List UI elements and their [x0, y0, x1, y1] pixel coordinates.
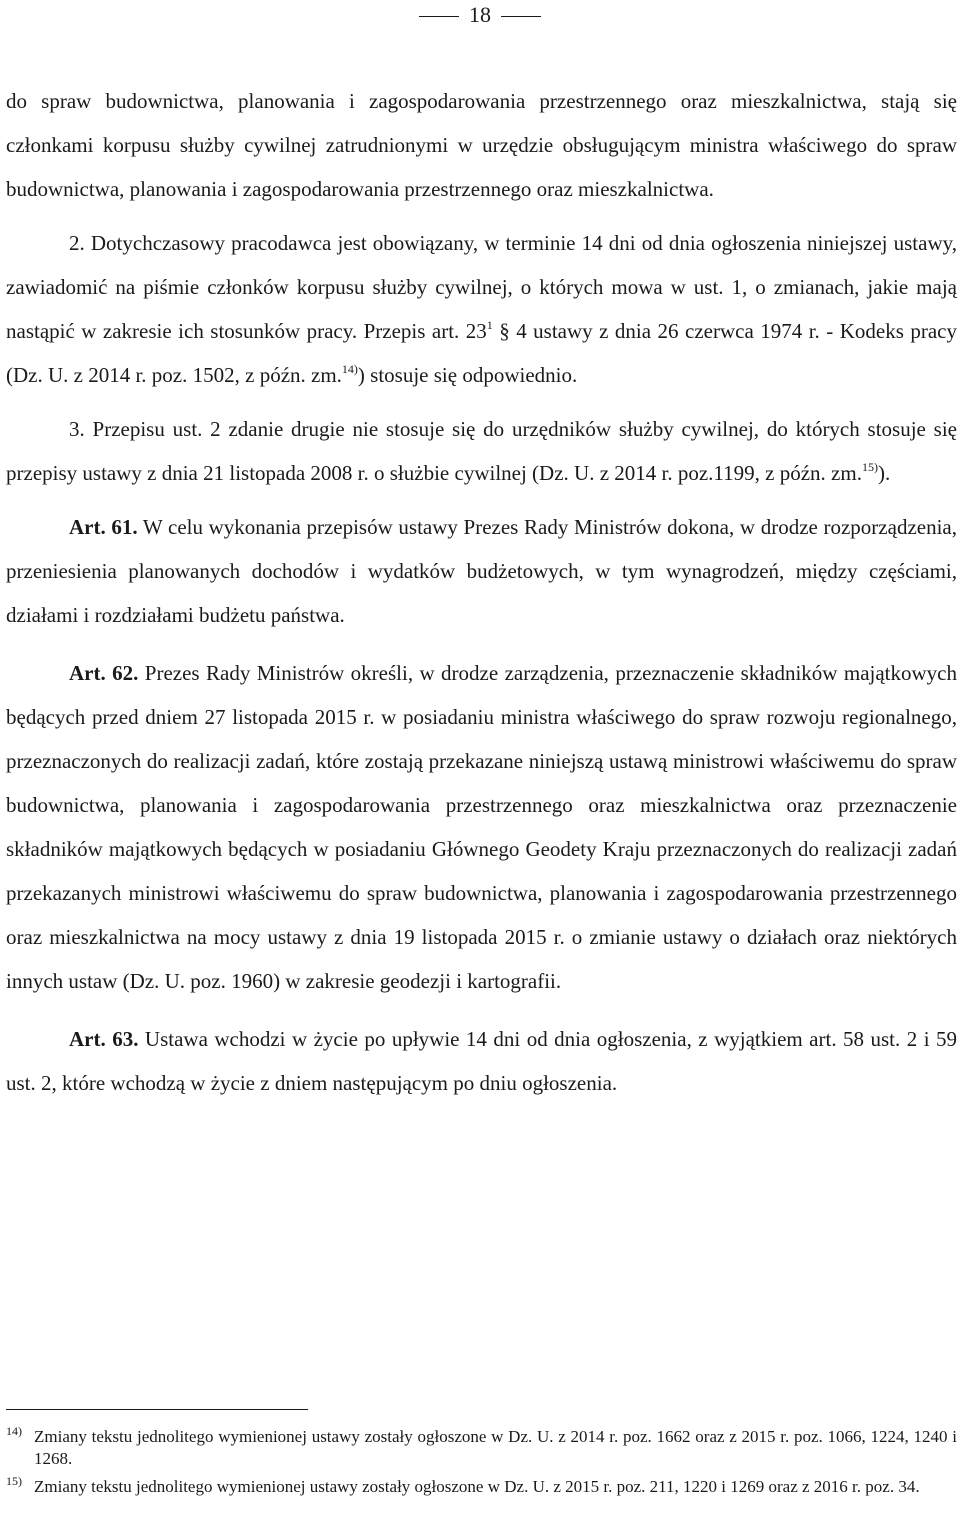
page-number-value: 18	[469, 2, 491, 27]
paragraph-art-63	[6, 1017, 957, 1105]
art-62-text: Prezes Rady Ministrów określi, w drodze zarządzenia, przeznaczenie składników majątkowych będących przed dniem 27 listopada 2015 r. w posiadaniu ministra właściwego do spraw rozwoju regionalnego, przeznaczonych do realizacji zadań, które zostają przekazane niniejszą ustawą ministrowi właściwemu do spraw budownictwa, planowania i zagospodarowania przestrzennego oraz mieszkalnictwa oraz przeznaczenie składników majątkowych będących w posiadaniu Głównego Geodety Kraju przeznaczonych do realizacji zadań przekazanych ministrowi właściwemu do spraw budownictwa, planowania i zagospodarowania przestrzennego oraz mieszkalnictwa na mocy ustawy z dnia 19 listopada 2015 r. o zmianie ustawy o działach oraz niektórych innych ustaw (Dz. U. poz. 1960) w zakresie geodezji i kartografii.	[6, 661, 957, 993]
footnote-ref-14[interactable]: 14)	[341, 362, 358, 376]
art-62-label: Art. 62.	[69, 661, 139, 685]
footnote-ref-15[interactable]: 15)	[861, 460, 878, 474]
ust-2-text-b: § 4 ustawy z dnia 26 czerwca 1974 r. - Kodeks pracy (Dz. U. z 2014 r. poz. 1502, z późn. zm.	[6, 319, 957, 387]
art-63-text: Ustawa wchodzi w życie po upływie 14 dni od dnia ogłoszenia, z wyjątkiem art. 58 ust. 2 i 59 ust. 2, które wchodzą w życie z dniem następującym po dniu ogłoszenia.	[6, 1027, 957, 1095]
footnote-text: Zmiany tekstu jednolitego wymienionej ustawy zostały ogłoszone w Dz. U. z 2015 r. poz. 211, 1220 i 1269 oraz z 2016 r. poz. 34.	[34, 1477, 920, 1496]
footnote-mark: 15)	[6, 1474, 22, 1488]
paragraph-art-61	[6, 505, 957, 637]
footnote-14	[6, 1426, 957, 1470]
page-number	[0, 0, 960, 30]
page-number-dash-right	[501, 16, 541, 17]
paragraph-ust-3	[6, 407, 957, 495]
art-63-label: Art. 63.	[69, 1027, 139, 1051]
paragraph-ust-2	[6, 221, 957, 397]
paragraph-art-62	[6, 651, 957, 1003]
footnotes	[6, 1420, 957, 1498]
footnote-15	[6, 1476, 957, 1498]
footnote-separator	[6, 1409, 308, 1410]
ust-2-text-c: ) stosuje się odpowiednio.	[357, 363, 578, 387]
art-61-text: W celu wykonania przepisów ustawy Prezes Rady Ministrów dokona, w drodze rozporządzenia, przeniesienia planowanych dochodów i wydatków budżetowych, w tym wynagrodzeń, między częściami, działami i rozdziałami budżetu państwa.	[6, 515, 957, 627]
ust-3-text-b: ).	[877, 461, 891, 485]
document-body	[6, 79, 957, 1105]
art-61-label: Art. 61.	[69, 515, 138, 539]
footnote-text: Zmiany tekstu jednolitego wymienionej ustawy zostały ogłoszone w Dz. U. z 2014 r. poz. 1662 oraz z 2015 r. poz. 1066, 1224, 1240 i 1268.	[34, 1427, 957, 1468]
ust-2-text-a: 2. Dotychczasowy pracodawca jest obowiązany, w terminie 14 dni od dnia ogłoszenia niniejszej ustawy, zawiadomić na piśmie członków korpusu służby cywilnej, o których mowa w ust. 1, o zmianach, jakie mają nastąpić w zakresie ich stosunków pracy. Przepis art. 23	[6, 231, 957, 343]
ust-2-superscript-1: 1	[486, 318, 493, 332]
paragraph-continuation: do spraw budownictwa, planowania i zagospodarowania przestrzennego oraz mieszkalnictwa, stają się członkami korpusu służby cywilnej zatrudnionymi w urzędzie obsługującym ministra właściwego do spraw budownictwa, planowania i zagospodarowania przestrzennego oraz mieszkalnictwa.	[6, 89, 957, 201]
page-number-dash-left	[419, 16, 459, 17]
footnote-mark: 14)	[6, 1424, 22, 1438]
ust-3-text-a: 3. Przepisu ust. 2 zdanie drugie nie stosuje się do urzędników służby cywilnej, do których stosuje się przepisy ustawy z dnia 21 listopada 2008 r. o służbie cywilnej (Dz. U. z 2014 r. poz.1199, z późn. zm.	[6, 417, 957, 485]
